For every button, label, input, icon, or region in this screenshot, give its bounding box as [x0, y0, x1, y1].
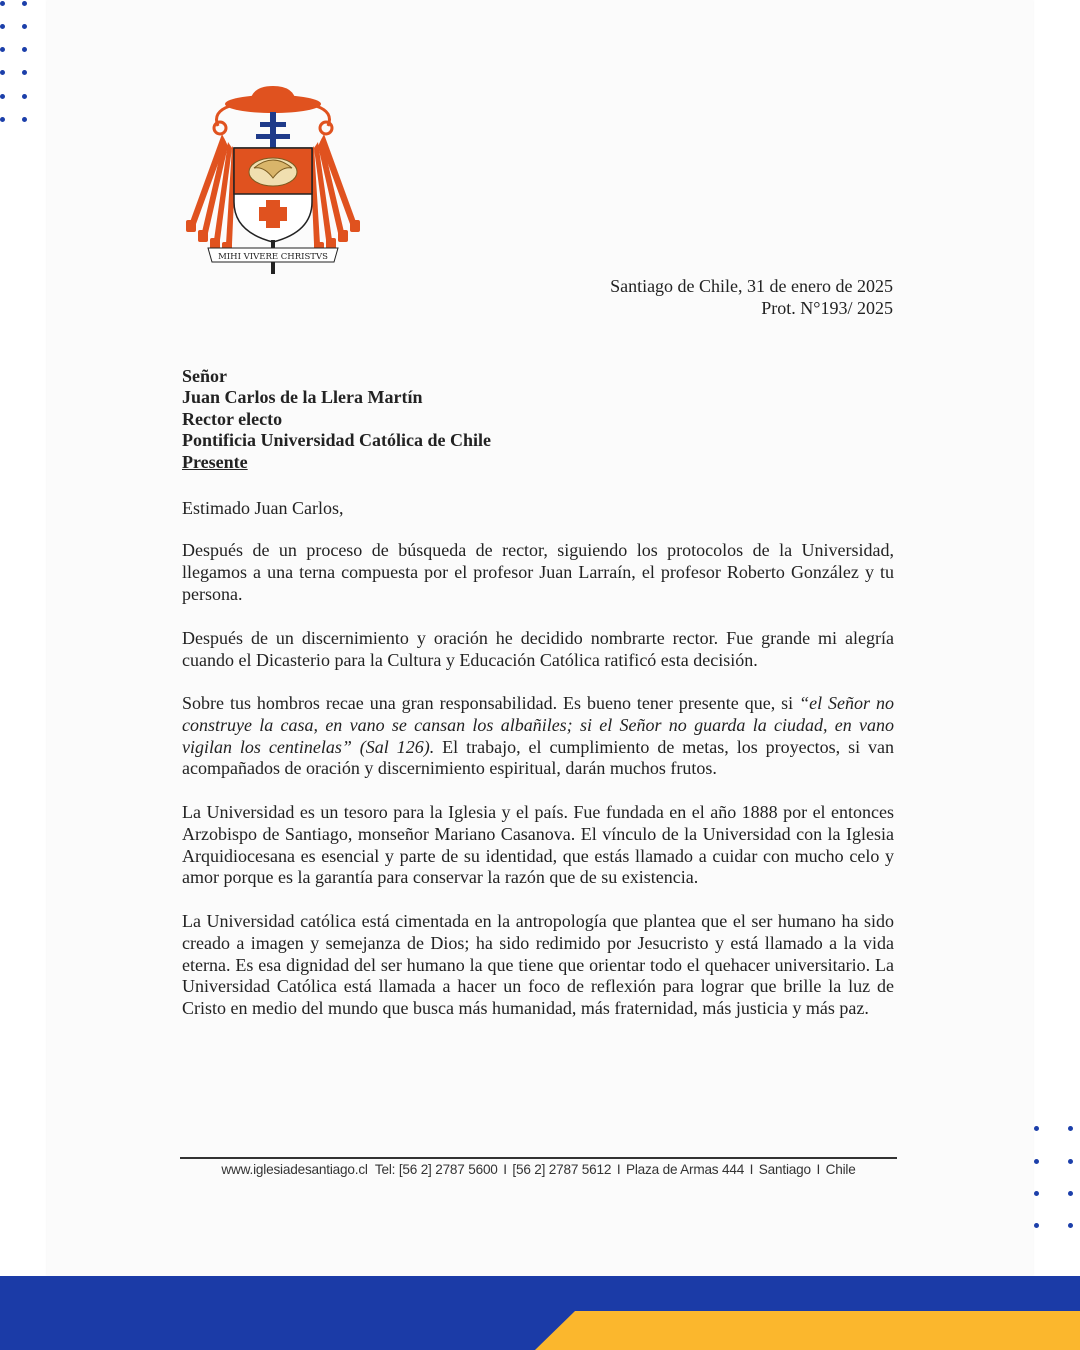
- coat-of-arms-icon: [182, 82, 364, 278]
- recipient-presente: Presente: [182, 451, 248, 472]
- protocol-number: Prot. N°193/ 2025: [761, 297, 893, 318]
- paragraph-5: La Universidad católica está cimentada en la antropología que plantea que el ser humano ha sido creado a imagen y semejanza de Dios; ha sido redimido por Jesucristo y está llamado a la vida eterna. Es esa dignidad del ser humano la que tiene que orientar todo el quehacer universitario. La Universidad Católica está llamada a hacer un foco de reflexión para lograr que brille la luz de Cristo en medio del mundo que busca más humanidad, más fraternidad, más justicia y más paz.: [182, 911, 894, 1019]
- paragraph-3: [182, 693, 894, 780]
- footer-contact: [180, 1162, 897, 1177]
- paragraph-2: Después de un discernimiento y oración he decidido nombrarte rector. Fue grande mi alegría cuando el Dicasterio para la Cultura y Educación Católica ratificó esta decisión.: [182, 628, 894, 670]
- date-block: [610, 276, 893, 319]
- decor-dots-bottom-right: [1034, 1126, 1080, 1236]
- paragraph-3-end: El trabajo, el cumplimiento de metas, los proyectos, si van acompañados de oración y discernimiento espiritual, darán muchos frutos.: [182, 736, 894, 779]
- footer-address: Plaza de Armas 444: [626, 1162, 745, 1177]
- paragraph-3-start: Sobre tus hombros recae una gran responsabilidad. Es bueno tener presente que, si: [182, 693, 800, 713]
- date-line: Santiago de Chile, 31 de enero de 2025: [610, 276, 893, 296]
- footer-separator: I: [616, 1162, 621, 1177]
- footer-separator: I: [749, 1162, 754, 1177]
- recipient-name: Juan Carlos de la Llera Martín: [182, 387, 423, 408]
- recipient-salutation: Señor: [182, 366, 227, 386]
- footer-divider: [180, 1157, 897, 1159]
- decor-dots-top-left: [0, 0, 40, 130]
- footer-city: Santiago: [758, 1162, 811, 1177]
- footer-country: Chile: [825, 1162, 856, 1177]
- bottom-band-yellow: [535, 1311, 1080, 1350]
- greeting: Estimado Juan Carlos,: [182, 498, 344, 518]
- footer-separator: I: [503, 1162, 507, 1177]
- footer-phone-2: [56 2] 2787 5612: [512, 1162, 612, 1177]
- recipient-position: Rector electo: [182, 408, 283, 429]
- footer-phone-1: Tel: [56 2] 2787 5600: [374, 1162, 498, 1177]
- footer-separator: I: [816, 1162, 821, 1177]
- recipient-block: [182, 366, 491, 473]
- recipient-institution: Pontificia Universidad Católica de Chile: [182, 430, 491, 451]
- motto-text: MIHI VIVERE CHRISTVS: [218, 252, 328, 262]
- footer-website[interactable]: www.iglesiadesantiago.cl: [221, 1162, 368, 1177]
- paragraph-3-quote: “el Señor no construye la casa, en vano se cansan los albañiles; si el Señor no guarda la ciudad, en vano vigilan los centinelas” (Sal 126).: [182, 693, 894, 757]
- paragraph-4: La Universidad es un tesoro para la Iglesia y el país. Fue fundada en el año 1888 por el entonces Arzobispo de Santiago, monseñor Mariano Casanova. El vínculo de la Universidad con la Iglesia Arquidiocesana es esencial y parte de su identidad, que estás llamado a cuidar con mucho celo y amor porque es la garantía para conservar la razón que de su existencia.: [182, 802, 894, 888]
- paragraph-1: Después de un proceso de búsqueda de rector, siguiendo los protocolos de la Universidad, llegamos a una terna compuesta por el profesor Juan Larraín, el profesor Roberto González y tu persona.: [182, 540, 894, 604]
